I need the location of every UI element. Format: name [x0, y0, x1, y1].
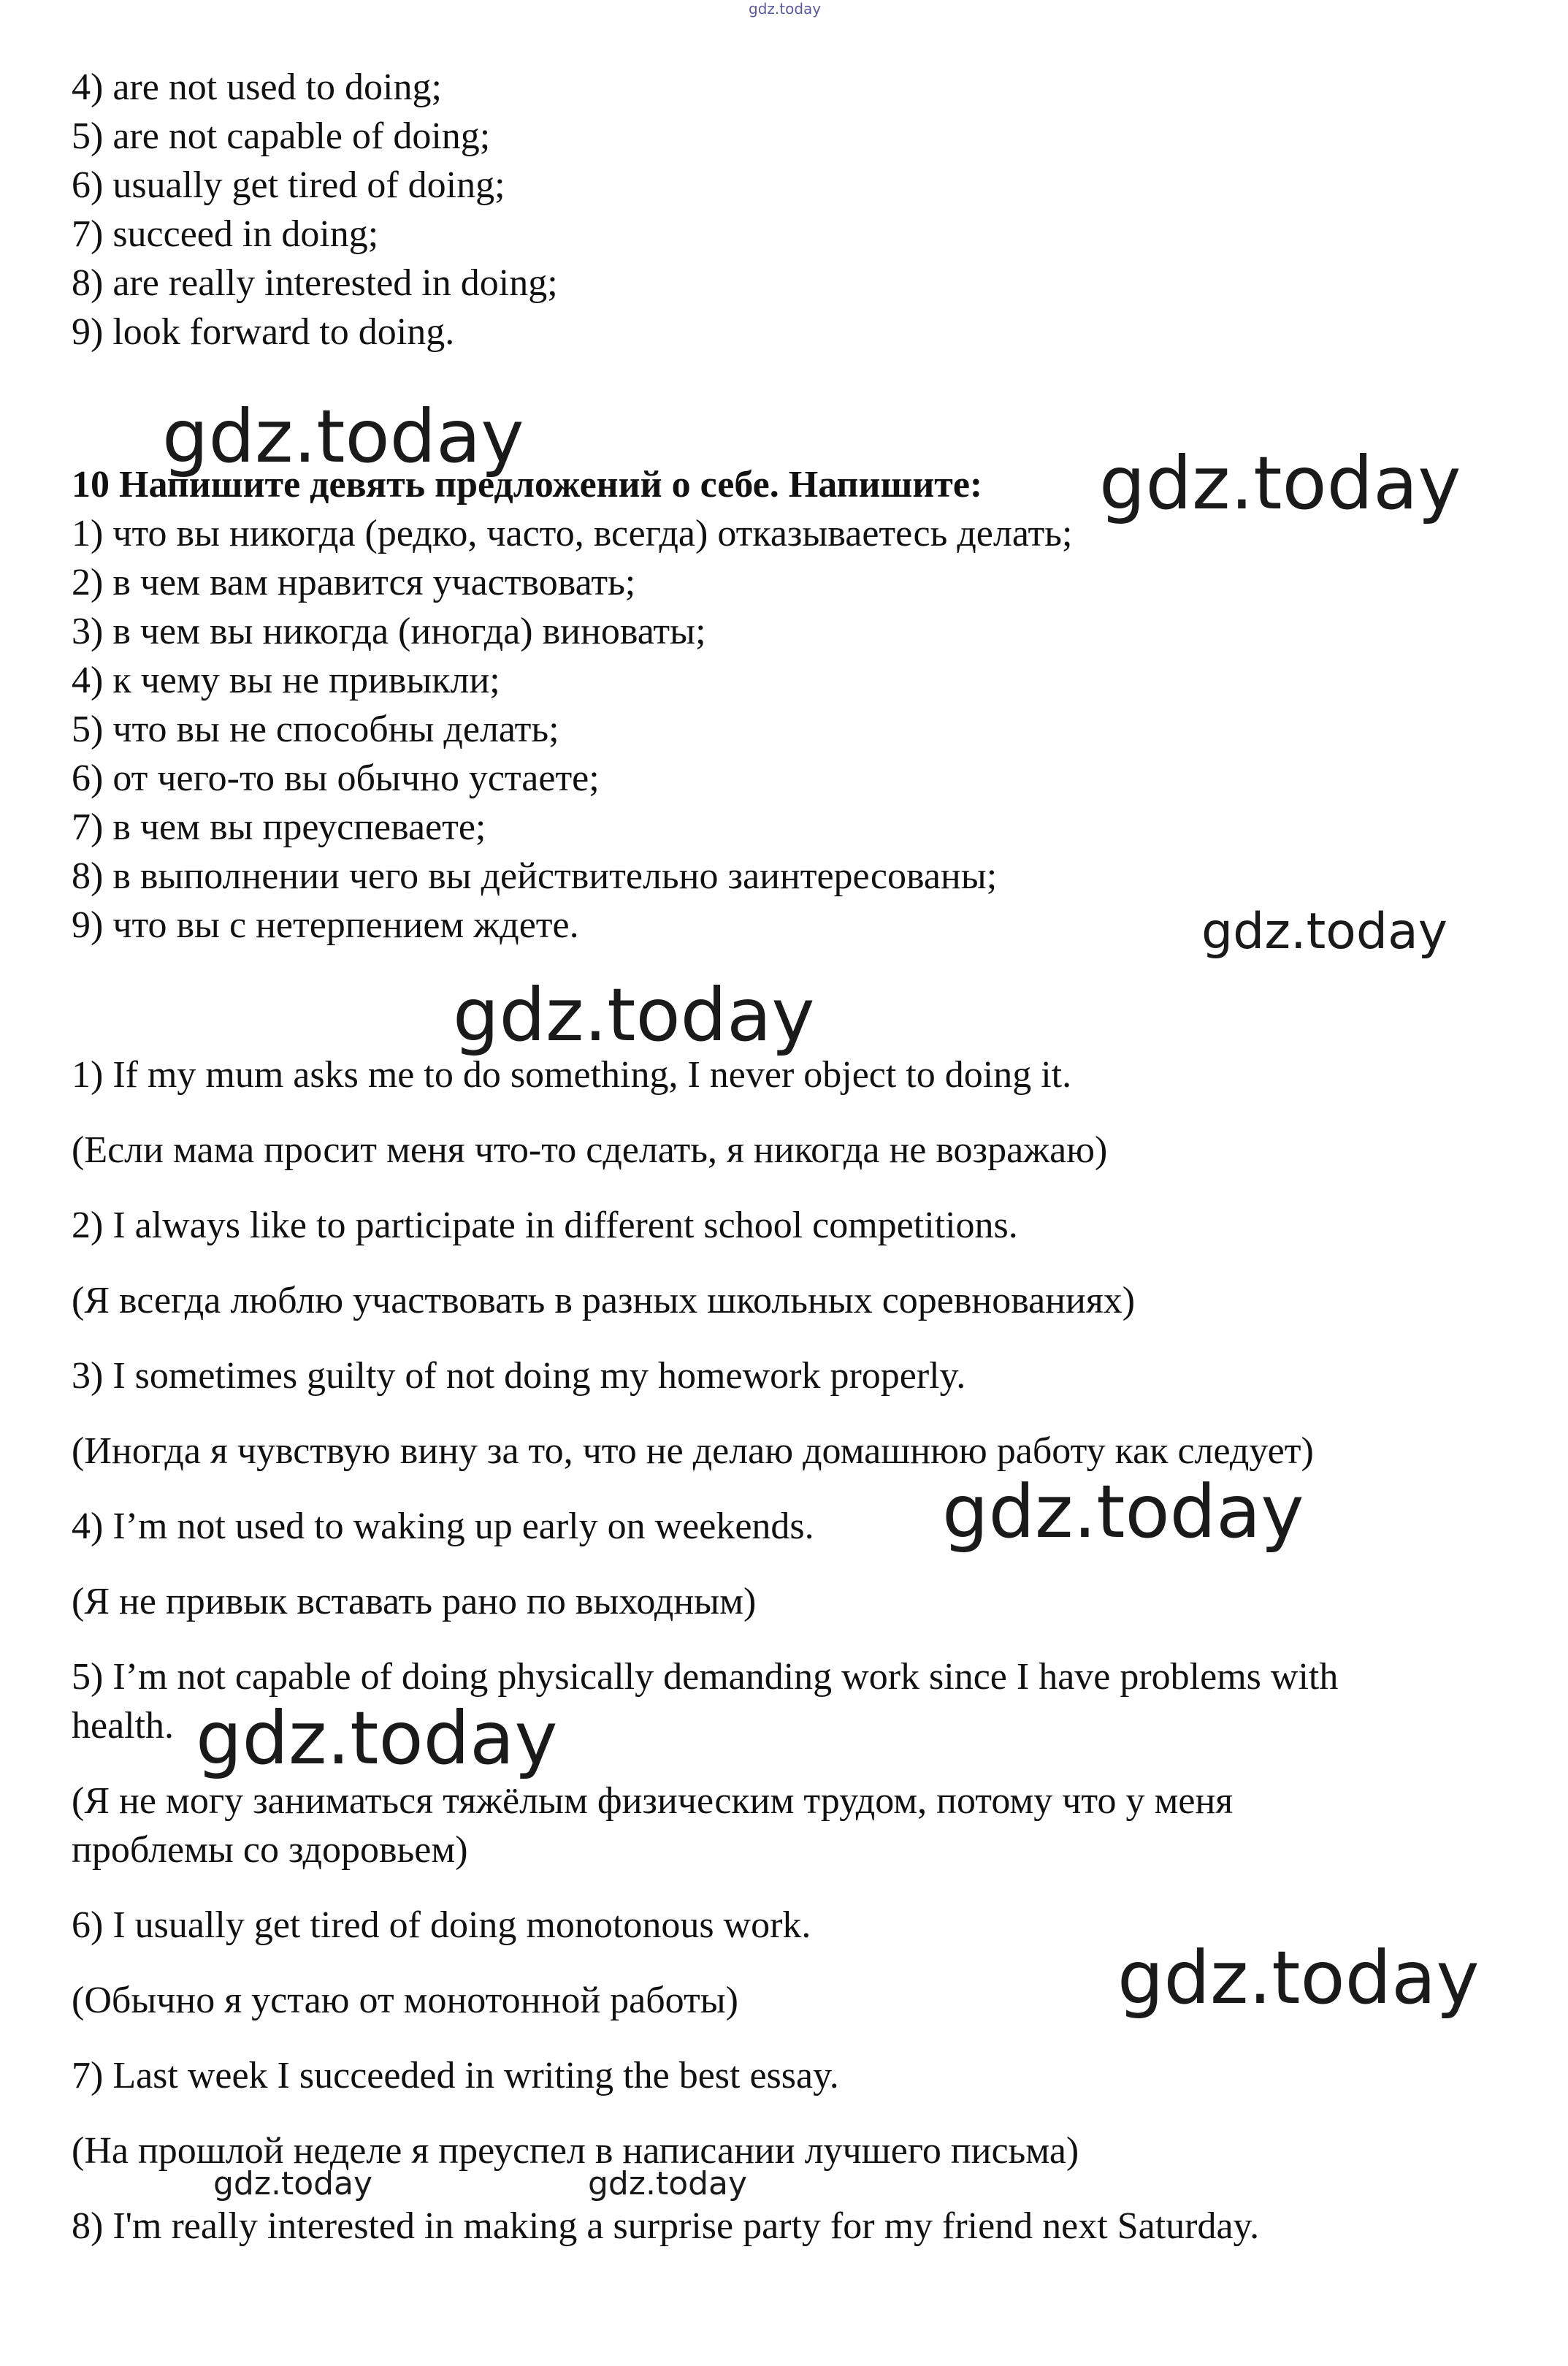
watermark-top: gdz.today: [749, 0, 822, 18]
prompt-item: 8) в выполнении чего вы действительно заинтересованы;: [72, 855, 998, 897]
list-item: 4) are not used to doing;: [72, 66, 442, 108]
answer-ru: (На прошлой неделе я преуспел в написании лучшего письма): [72, 2130, 1079, 2172]
prompt-item: 6) от чего-то вы обычно устаете;: [72, 757, 600, 799]
answer-en: 3) I sometimes guilty of not doing my homework properly.: [72, 1355, 966, 1397]
answer-ru: (Я не могу заниматься тяжёлым физическим трудом, потому что у меня: [72, 1780, 1234, 1822]
prompt-item: 4) к чему вы не привыкли;: [72, 660, 500, 701]
list-item: 7) succeed in doing;: [72, 213, 379, 255]
watermark: gdz.today: [942, 1469, 1304, 1554]
answer-ru: проблемы со здоровьем): [72, 1829, 468, 1871]
prompt-item: 5) что вы не способны делать;: [72, 709, 559, 750]
prompt-item: 3) в чем вы никогда (иногда) виноваты;: [72, 611, 706, 652]
answer-en: health.: [72, 1705, 175, 1747]
list-item: 9) look forward to doing.: [72, 311, 455, 353]
answer-en: 6) I usually get tired of doing monotonous work.: [72, 1904, 811, 1946]
watermark: gdz.today: [162, 394, 524, 479]
watermark: gdz.today: [1201, 903, 1447, 961]
prompt-item: 1) что вы никогда (редко, часто, всегда) отказываетесь делать;: [72, 513, 1073, 554]
answer-en: 7) Last week I succeeded in writing the best essay.: [72, 2055, 839, 2096]
exercise-heading: 10 Напишите девять предложений о себе. Напишите:: [72, 464, 983, 505]
list-item: 6) usually get tired of doing;: [72, 164, 505, 206]
watermark: gdz.today: [1117, 1935, 1480, 2020]
answer-en: 2) I always like to participate in different school competitions.: [72, 1205, 1018, 1246]
answer-ru: (Иногда я чувствую вину за то, что не делаю домашнюю работу как следует): [72, 1430, 1314, 1472]
answer-en: 5) I’m not capable of doing physically demanding work since I have problems with: [72, 1656, 1339, 1698]
list-item: 5) are not capable of doing;: [72, 115, 491, 157]
answer-en: 8) I'm really interested in making a surprise party for my friend next Saturday.: [72, 2205, 1260, 2247]
watermark: gdz.today: [1099, 440, 1461, 526]
answer-en: 1) If my mum asks me to do something, I never object to doing it.: [72, 1054, 1072, 1096]
watermark: gdz.today: [213, 2165, 373, 2202]
prompt-item: 7) в чем вы преуспеваете;: [72, 806, 486, 848]
answer-ru: (Обычно я устаю от монотонной работы): [72, 1980, 738, 2021]
answer-ru: (Если мама просит меня что-то сделать, я никогда не возражаю): [72, 1129, 1108, 1171]
prompt-item: 9) что вы с нетерпением ждете.: [72, 904, 579, 946]
answer-en: 4) I’m not used to waking up early on weekends.: [72, 1506, 814, 1547]
watermark: gdz.today: [588, 2165, 748, 2202]
answer-ru: (Я всегда люблю участвовать в разных школьных соревнованиях): [72, 1280, 1136, 1321]
watermark: gdz.today: [453, 972, 815, 1058]
watermark: gdz.today: [196, 1695, 558, 1781]
prompt-item: 2) в чем вам нравится участвовать;: [72, 562, 636, 603]
list-item: 8) are really interested in doing;: [72, 262, 558, 304]
answer-ru: (Я не привык вставать рано по выходным): [72, 1581, 757, 1622]
